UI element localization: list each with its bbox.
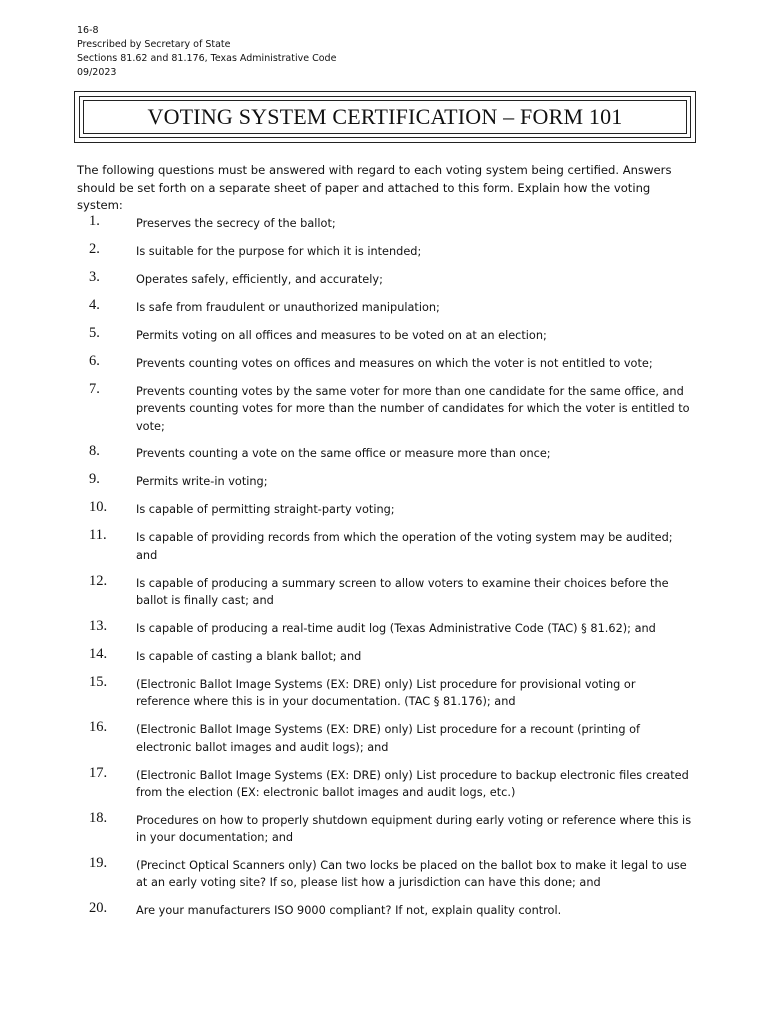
form-header-meta	[77, 24, 336, 80]
question-number: 2.	[89, 240, 100, 257]
question-item	[77, 765, 692, 802]
question-text: Is capable of casting a blank ballot; and	[136, 649, 362, 663]
question-number: 20.	[89, 900, 108, 917]
question-item	[77, 719, 692, 756]
question-number: 15.	[89, 673, 108, 690]
question-number: 6.	[89, 352, 100, 369]
question-number: 1.	[89, 213, 100, 229]
question-text: (Precinct Optical Scanners only) Can two locks be placed on the ballot box to make it legal to use at an early voting site? If so, please list how a jurisdiction can have this done; and	[136, 859, 687, 890]
question-item	[77, 674, 692, 711]
question-number: 13.	[89, 618, 108, 634]
question-text: Procedures on how to properly shutdown equipment during early voting or reference where this is in your documentation; and	[136, 813, 692, 845]
question-text: Preserves the secrecy of the ballot;	[136, 217, 336, 230]
question-text: Permits voting on all offices and measures to be voted on at an election;	[136, 328, 547, 342]
question-text: Is capable of providing records from which the operation of the voting system may be audited; and	[136, 531, 673, 562]
question-item	[77, 297, 692, 316]
question-text: Is suitable for the purpose for which it is intended;	[136, 244, 422, 258]
question-number: 14.	[89, 645, 108, 662]
prescribed-by: Prescribed by Secretary of State	[77, 39, 231, 50]
question-number: 19.	[89, 855, 108, 872]
page-title: VOTING SYSTEM CERTIFICATION – FORM 101	[147, 104, 623, 129]
question-number: 3.	[89, 268, 100, 285]
question-item	[77, 325, 692, 344]
question-text: Is capable of producing a real-time audit log (Texas Administrative Code (TAC) § 81.62); and	[136, 622, 656, 635]
question-number: 17.	[89, 764, 108, 781]
title-box	[74, 91, 696, 143]
question-text: (Electronic Ballot Image Systems (EX: DRE) only) List procedure to backup electronic files created from the election (EX: electronic ballot images and audit logs, etc.)	[136, 768, 689, 799]
question-number: 12.	[89, 572, 108, 589]
question-number: 9.	[89, 471, 100, 488]
question-text: Prevents counting votes on offices and measures on which the voter is not entitled to vote;	[136, 356, 653, 370]
question-item	[77, 471, 692, 490]
question-item	[77, 810, 692, 847]
title-box-border	[79, 96, 691, 138]
question-item	[77, 241, 692, 260]
question-item	[77, 855, 692, 892]
question-number: 18.	[89, 809, 108, 826]
question-item	[77, 499, 692, 518]
question-item	[77, 213, 692, 232]
question-text: Operates safely, efficiently, and accurately;	[136, 272, 383, 286]
question-item	[77, 443, 692, 462]
question-item	[77, 527, 692, 564]
question-text: (Electronic Ballot Image Systems (EX: DRE) only) List procedure for a recount (printing of electronic ballot images and audit logs); and	[136, 723, 640, 754]
question-list	[77, 213, 692, 928]
question-item	[77, 381, 692, 435]
form-code: 16-8	[77, 25, 99, 36]
question-item	[77, 900, 692, 919]
intro-paragraph: The following questions must be answered with regard to each voting system being certified. Answers should be set forth on a separate sheet of paper and attached to this form. Explain how the voting system:	[77, 163, 672, 212]
question-text: Prevents counting votes by the same voter for more than one candidate for the same office, and prevents counting votes for more than the number of candidates for which the voter is entitled to vote;	[136, 384, 690, 433]
question-text: Is capable of producing a summary screen to allow voters to examine their choices before the ballot is finally cast; and	[136, 576, 669, 608]
title-box-inner-border	[83, 100, 687, 134]
question-number: 10.	[89, 499, 108, 516]
question-text: Prevents counting a vote on the same office or measure more than once;	[136, 447, 551, 461]
question-text: Is safe from fraudulent or unauthorized manipulation;	[136, 300, 440, 314]
question-text: (Electronic Ballot Image Systems (EX: DRE) only) List procedure for provisional voting or reference where this is in your documentation. (TAC § 81.176); and	[136, 677, 636, 709]
question-item	[77, 269, 692, 288]
code-sections: Sections 81.62 and 81.176, Texas Administrative Code	[77, 53, 337, 64]
question-number: 4.	[89, 296, 100, 313]
question-text: Is capable of permitting straight-party voting;	[136, 503, 395, 517]
question-number: 5.	[89, 324, 100, 341]
question-number: 16.	[89, 719, 108, 736]
question-item	[77, 646, 692, 665]
question-item	[77, 573, 692, 610]
question-item	[77, 618, 692, 637]
question-number: 7.	[89, 380, 100, 397]
question-number: 11.	[89, 527, 107, 544]
form-date: 09/2023	[77, 67, 117, 78]
question-number: 8.	[89, 443, 100, 460]
question-text: Are your manufacturers ISO 9000 compliant? If not, explain quality control.	[136, 904, 562, 918]
question-item	[77, 353, 692, 372]
question-text: Permits write-in voting;	[136, 475, 268, 489]
